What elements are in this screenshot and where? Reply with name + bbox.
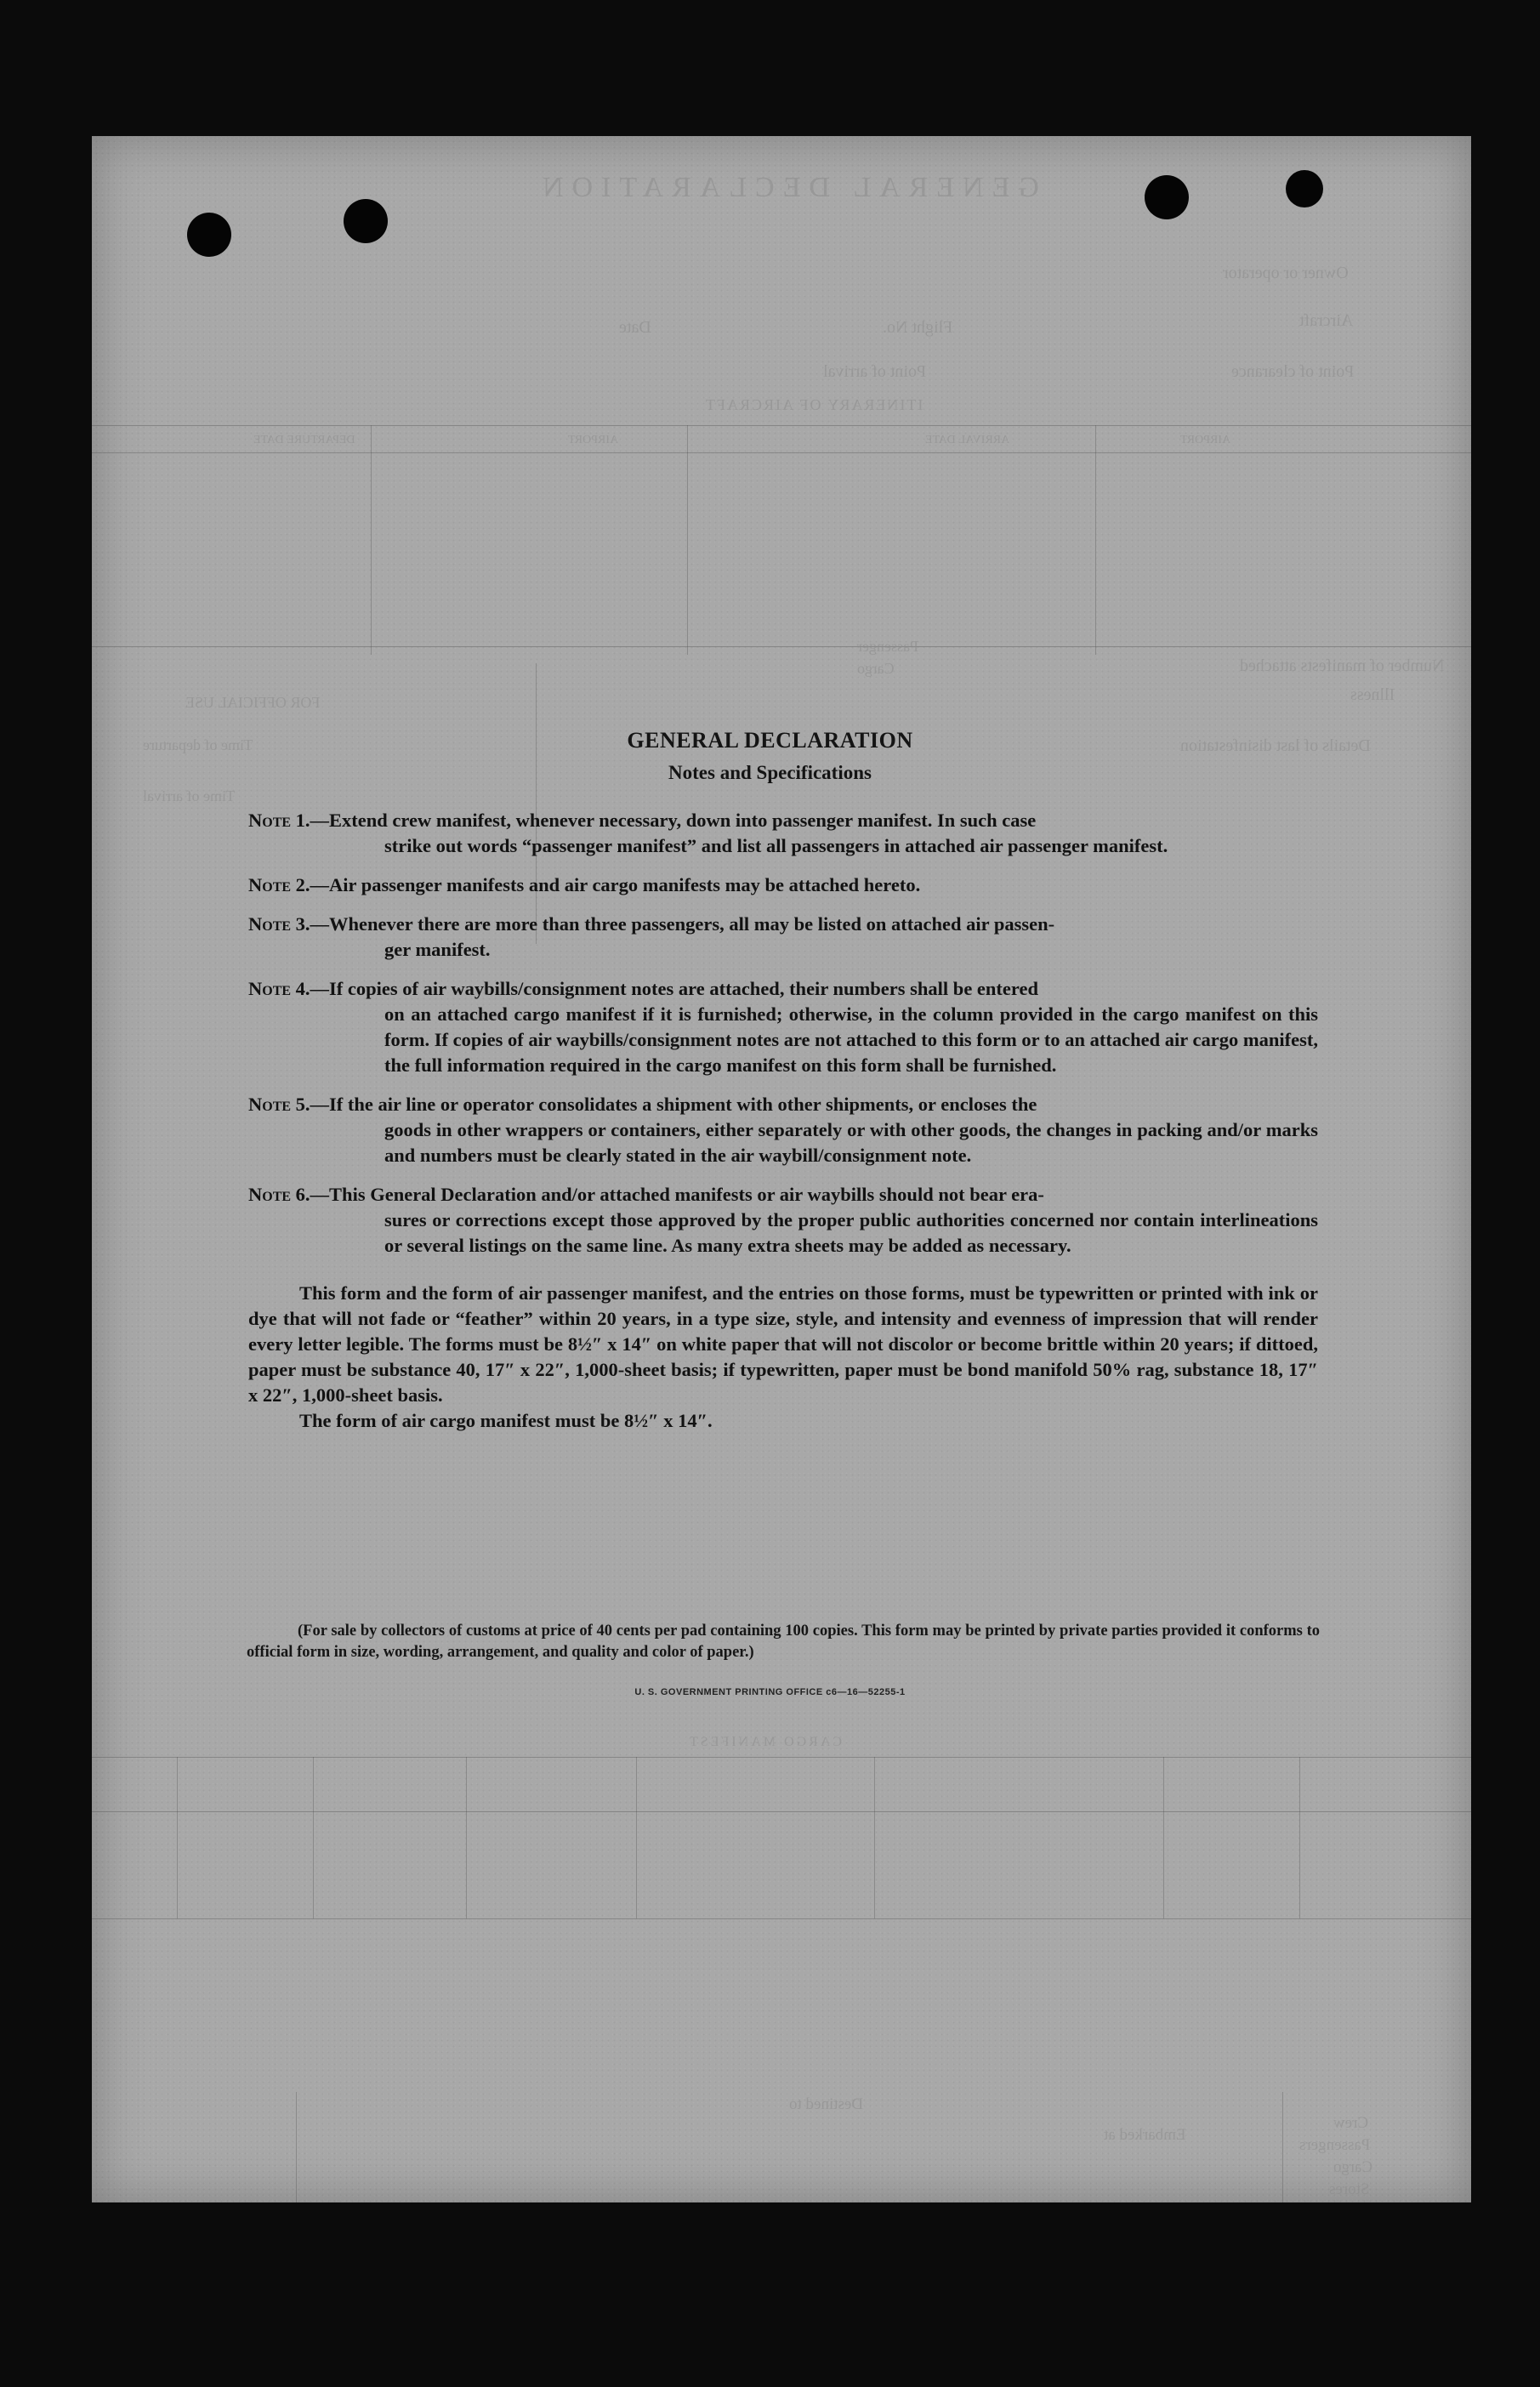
bleed-through-cargo: Cargo <box>857 660 895 677</box>
note-6 <box>248 1182 1318 1259</box>
note-3 <box>248 912 1318 963</box>
note-label: Note 1. <box>248 810 310 831</box>
bleed-through-manifests: Number of manifests attached <box>1240 656 1445 675</box>
bleed-through-disinfestation: Details of last disinfestation <box>1180 736 1371 755</box>
note-text-continued: on an attached cargo manifest if it is furnished; otherwise, in the column provided in the cargo manifest on this form. If copies of air waybills/consignment notes are not attached to this form or to an attached air cargo manifest, the full information required in the cargo manifest on this form shall be furnished. <box>384 1003 1318 1076</box>
bleed-through-col-line <box>296 2092 297 2202</box>
note-1 <box>248 808 1318 859</box>
bleed-through-col-line <box>371 425 372 655</box>
bleed-through-col-line <box>1282 2092 1283 2202</box>
note-text: —Whenever there are more than three passengers, all may be listed on attached air passen- <box>310 913 1055 935</box>
note-text: —If the air line or operator consolidates a shipment with other shipments, or encloses the <box>310 1094 1037 1115</box>
bleed-through-passenger: Passenger <box>857 638 918 655</box>
bleed-through-field-clearance: Point of clearance <box>1231 362 1355 381</box>
bleed-through-field-arrival: Point of arrival <box>823 362 927 381</box>
bleed-through-col-line <box>313 1757 314 1918</box>
note-2 <box>248 872 1318 898</box>
bleed-through-field-flight: Flight No. <box>883 318 953 337</box>
note-text-continued: strike out words “passenger manifest” and list all passengers in attached air passenger manifest. <box>384 835 1168 856</box>
bleed-through-rule <box>92 1757 1471 1758</box>
punch-hole-center <box>344 199 388 243</box>
note-text: —Air passenger manifests and air cargo manifests may be attached hereto. <box>310 874 921 895</box>
bleed-through-col-line <box>1095 425 1096 655</box>
note-label: Note 4. <box>248 978 310 999</box>
bleed-through-rule <box>92 1918 1471 1919</box>
notes-section <box>248 808 1318 1434</box>
punch-hole-right <box>1145 175 1189 219</box>
note-text: —Extend crew manifest, whenever necessary, down into passenger manifest. In such case <box>310 810 1037 831</box>
bleed-through-passengers: Passengers <box>1299 2136 1371 2154</box>
bleed-through-cargo-manifest: CARGO MANIFEST <box>687 1735 843 1749</box>
bleed-through-field-date: Date <box>619 318 651 337</box>
bleed-through-col-line <box>687 425 688 655</box>
bleed-through-rule <box>92 425 1471 426</box>
bleed-through-col-line <box>177 1757 178 1918</box>
note-text-continued: ger manifest. <box>384 939 491 960</box>
bleed-through-field-owner: Owner or operator <box>1223 264 1349 282</box>
note-text: —If copies of air waybills/consignment notes are attached, their numbers shall be entered <box>310 978 1038 999</box>
bleed-through-itinerary: ITINERARY OF AIRCRAFT <box>704 396 923 413</box>
bleed-through-col-arrival: ARRIVAL DATE <box>925 434 1010 446</box>
bleed-through-rule <box>92 452 1471 453</box>
bleed-through-col-line <box>1299 1757 1300 1918</box>
bleed-through-time-departure: Time of departure <box>143 736 253 753</box>
bleed-through-col-line <box>636 1757 637 1918</box>
punch-hole-left <box>187 213 231 257</box>
bleed-through-rule <box>92 646 1471 647</box>
cargo-manifest-size-paragraph: The form of air cargo manifest must be 8½″ x 14″. <box>299 1410 713 1431</box>
sale-notice: (For sale by collectors of customs at price of 40 cents per pad containing 100 copies. This form may be printed by private parties provided it conforms to official form in size, wording, arrangement, and quality and color of paper.) <box>247 1623 1320 1661</box>
bleed-through-crew: Crew <box>1333 2114 1369 2132</box>
bleed-through-illness: Illness <box>1350 685 1395 704</box>
bleed-through-field-aircraft: Aircraft <box>1299 311 1354 330</box>
bleed-through-embarked: Embarked at <box>1104 2126 1186 2144</box>
declaration-title: GENERAL DECLARATION <box>627 728 913 753</box>
note-text: —This General Declaration and/or attached manifests or air waybills should not bear era- <box>310 1184 1044 1205</box>
punch-hole-far-right <box>1286 170 1323 207</box>
note-label: Note 6. <box>248 1184 310 1205</box>
bleed-through-col-airport-2: AIRPORT <box>568 434 619 446</box>
note-text-continued: sures or corrections except those approved by the proper public authorities concerned nor contain interlineations or several listings on the same line. As many extra sheets may be added as necessary. <box>384 1209 1318 1256</box>
bleed-through-rule <box>92 1811 1471 1812</box>
bleed-through-header: GENERAL DECLARATION <box>534 172 1039 203</box>
note-5 <box>248 1092 1318 1168</box>
note-label: Note 2. <box>248 874 310 895</box>
bleed-through-col-airport-1: AIRPORT <box>1180 434 1231 446</box>
bleed-through-time-arrival: Time of arrival <box>143 787 236 804</box>
bleed-through-cargo-2: Cargo <box>1333 2158 1373 2176</box>
note-4 <box>248 976 1318 1078</box>
bleed-through-col-line <box>874 1757 875 1918</box>
bleed-through-col-departure: DEPARTURE DATE <box>253 434 355 446</box>
bleed-through-official-use: FOR OFFICIAL USE <box>185 694 321 711</box>
bleed-through-col-line <box>1163 1757 1164 1918</box>
bleed-through-stores: Stores <box>1329 2180 1370 2198</box>
note-label: Note 5. <box>248 1094 310 1115</box>
note-label: Note 3. <box>248 913 310 935</box>
bleed-through-col-line <box>466 1757 467 1918</box>
form-specification-paragraph: This form and the form of air passenger manifest, and the entries on those forms, must be typewritten or printed with ink or dye that will not fade or “feather” within 20 years, in a type size, style, and intensity and evenness of impression that will render every letter legible. The forms must be 8½″ x 14″ on white paper that will not discolor or become brittle within 20 years; if dittoed, paper must be substance 40, 17″ x 22″, 1,000-sheet basis; if typewritten, paper must be bond manifold 50% rag, substance 18, 17″ x 22″, 1,000-sheet basis. <box>248 1282 1318 1406</box>
bleed-through-destined: Destined to <box>789 2095 864 2113</box>
note-text-continued: goods in other wrappers or containers, either separately or with other goods, the changes in packing and/or marks and numbers must be clearly stated in the air waybill/consignment note. <box>384 1119 1318 1166</box>
declaration-subtitle: Notes and Specifications <box>668 762 872 783</box>
printing-office-imprint: U. S. GOVERNMENT PRINTING OFFICE c6—16—52255-1 <box>634 1687 906 1697</box>
